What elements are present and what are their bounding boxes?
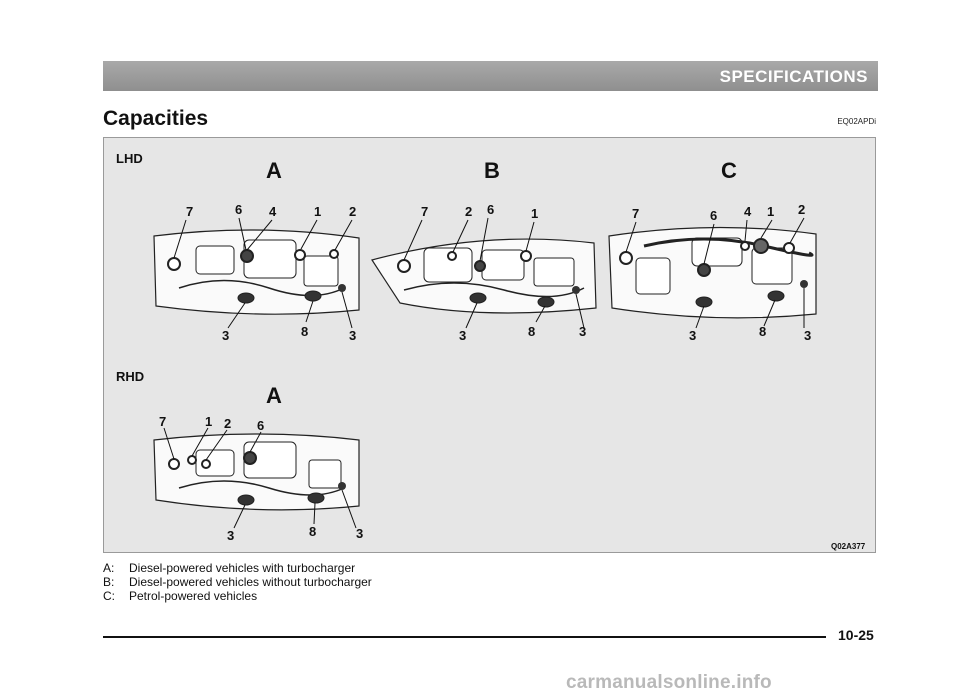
- callout-6: 6: [235, 202, 243, 217]
- legend-row-a: [103, 561, 372, 575]
- callout-3: 3: [222, 328, 230, 343]
- group-label-rhd: RHD: [116, 369, 145, 384]
- callout-7: 7: [632, 206, 640, 221]
- callout-1: 1: [314, 204, 322, 219]
- legend-key: B:: [103, 575, 115, 589]
- callout-3: 3: [689, 328, 697, 343]
- callout-2: 2: [349, 204, 357, 219]
- callout-8: 8: [759, 324, 767, 339]
- callout-8: 8: [309, 524, 317, 539]
- legend-row-c: [103, 589, 372, 603]
- callout-2: 2: [224, 416, 232, 431]
- engine-bay-figure: [103, 137, 876, 553]
- callout-2: 2: [465, 204, 473, 219]
- callout-2: 2: [798, 202, 806, 217]
- legend-key: A:: [103, 561, 115, 575]
- legend-key: C:: [103, 589, 115, 603]
- callout-4: 4: [744, 204, 752, 219]
- callout-6: 6: [710, 208, 718, 223]
- figure-code: Q02A377: [831, 542, 866, 551]
- callout-1: 1: [767, 204, 775, 219]
- engine-heading: A: [266, 383, 282, 408]
- engine-heading: B: [484, 158, 500, 183]
- engine-rhd-a: [154, 383, 363, 543]
- figure-legend: [103, 561, 372, 603]
- callout-3: 3: [227, 528, 235, 543]
- engine-heading: A: [266, 158, 282, 183]
- page-number: 10-25: [838, 627, 874, 643]
- callout-3: 3: [349, 328, 357, 343]
- callout-7: 7: [159, 414, 167, 429]
- engine-heading: C: [721, 158, 737, 183]
- callout-8: 8: [301, 324, 309, 339]
- engine-lhd-a: [154, 158, 359, 343]
- watermark-link[interactable]: carmanualsonline.info: [566, 672, 772, 693]
- footer-rule: [103, 636, 826, 638]
- section-title: SPECIFICATIONS: [719, 67, 868, 86]
- callout-1: 1: [205, 414, 213, 429]
- callout-7: 7: [421, 204, 429, 219]
- callout-6: 6: [487, 202, 495, 217]
- legend-text: Diesel-powered vehicles with turbocharger: [129, 561, 356, 575]
- engine-lhd-b: [372, 158, 596, 343]
- group-label-lhd: LHD: [116, 151, 143, 166]
- callout-3: 3: [804, 328, 812, 343]
- callout-7: 7: [186, 204, 194, 219]
- legend-text: Diesel-powered vehicles without turbocharger: [129, 575, 372, 589]
- callout-6: 6: [257, 418, 265, 433]
- section-header-bar: [103, 61, 878, 91]
- engine-illustrations: [104, 138, 877, 554]
- callout-3: 3: [356, 526, 364, 541]
- reference-code: EQ02APDi: [837, 117, 876, 126]
- engine-lhd-c: [609, 158, 816, 343]
- callout-1: 1: [531, 206, 539, 221]
- legend-row-b: [103, 575, 372, 589]
- legend-text: Petrol-powered vehicles: [129, 589, 258, 603]
- callout-3: 3: [459, 328, 467, 343]
- callout-3: 3: [579, 324, 587, 339]
- page-title: Capacities: [103, 107, 209, 130]
- callout-8: 8: [528, 324, 536, 339]
- callout-4: 4: [269, 204, 277, 219]
